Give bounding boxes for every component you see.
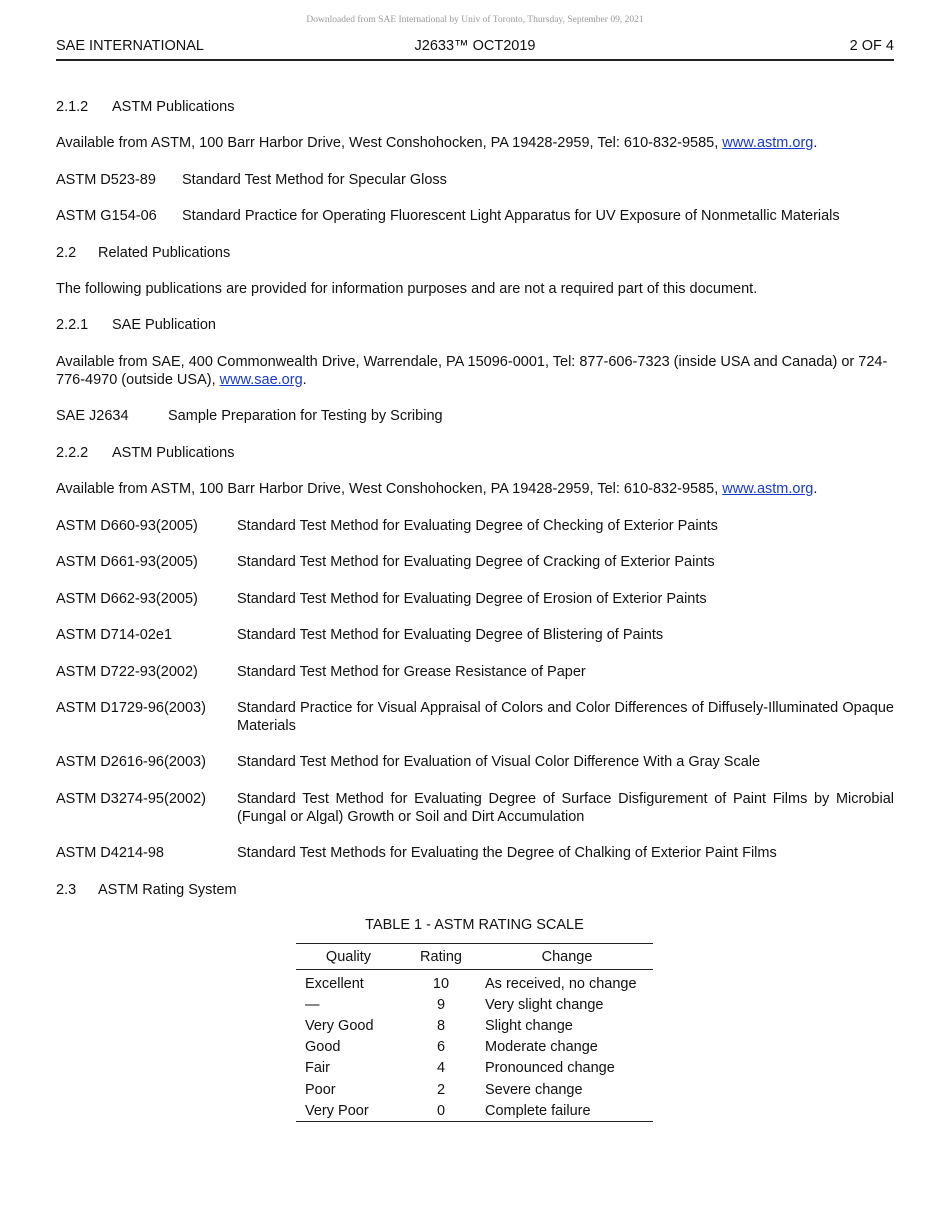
table-row — [296, 1037, 653, 1058]
section-title: SAE Publication — [112, 317, 216, 333]
availability-text: Available from ASTM, 100 Barr Harbor Drive, West Conshohocken, PA 19428-2959, Tel: 610-832-9585, — [56, 135, 723, 151]
reference-title: Standard Test Method for Evaluating Degree of Blistering of Paints — [237, 627, 664, 643]
download-watermark: Downloaded from SAE International by Univ of Toronto, Thursday, September 09, 2021 — [306, 15, 644, 25]
table-row — [296, 1015, 653, 1036]
quality-cell: Excellent — [305, 975, 364, 992]
reference-title: Sample Preparation for Testing by Scribing — [168, 408, 443, 424]
rating-cell: 0 — [436, 1102, 446, 1119]
reference-code: ASTM G154-06 — [56, 208, 157, 224]
reference-code: ASTM D2616-96(2003) — [56, 754, 206, 770]
change-cell: Complete failure — [485, 1102, 591, 1119]
change-cell: Slight change — [485, 1017, 573, 1034]
reference-code: SAE J2634 — [56, 408, 129, 424]
reference-title: Standard Practice for Operating Fluorescent Light Apparatus for UV Exposure of Nonmetallic Materials — [182, 208, 840, 224]
section-title: ASTM Publications — [112, 445, 235, 461]
table-row — [296, 1058, 653, 1079]
header-document-id: J2633™ OCT2019 — [414, 38, 536, 54]
table-caption: TABLE 1 - ASTM RATING SCALE — [365, 917, 584, 933]
section-number: 2.2.2 — [56, 445, 89, 461]
reference-code: ASTM D660-93(2005) — [56, 518, 198, 534]
change-cell: Pronounced change — [485, 1060, 615, 1077]
quality-cell: — — [305, 996, 320, 1013]
change-cell: Very slight change — [485, 996, 604, 1013]
page-header — [56, 38, 894, 61]
astm-availability-paragraph: Available from ASTM, 100 Barr Harbor Drive, West Conshohocken, PA 19428-2959, Tel: 610-832-9585, www.astm.org. — [56, 481, 818, 497]
section-heading-2-1-2 — [56, 98, 894, 116]
rating-cell: 4 — [436, 1060, 446, 1077]
reference-code: ASTM D661-93(2005) — [56, 554, 198, 570]
astm-rating-table — [296, 943, 653, 1122]
rating-cell: 2 — [436, 1081, 446, 1098]
section-number: 2.3 — [56, 882, 77, 898]
reference-title: Standard Test Method for Evaluating Degree of Cracking of Exterior Paints — [237, 554, 715, 570]
reference-title: Standard Test Method for Specular Gloss — [182, 172, 447, 188]
astm-website-link[interactable]: www.astm.org — [722, 481, 814, 497]
reference-title: Standard Test Method for Evaluating Degree of Checking of Exterior Paints — [237, 518, 718, 534]
table-row — [296, 1079, 653, 1100]
reference-code: ASTM D722-93(2002) — [56, 664, 198, 680]
table-header-row — [296, 944, 653, 970]
reference-title: Standard Practice for Visual Appraisal of Colors and Color Differences of Diffusely-Illuminated Opaque Materials — [237, 700, 894, 734]
header-publisher: SAE INTERNATIONAL — [56, 38, 204, 54]
astm-website-link[interactable]: www.astm.org — [722, 135, 814, 151]
reference-code: ASTM D714-02e1 — [56, 627, 173, 643]
quality-cell: Very Poor — [305, 1102, 369, 1119]
reference-title: Standard Test Method for Grease Resistance of Paper — [237, 664, 586, 680]
reference-code: ASTM D662-93(2005) — [56, 591, 198, 607]
reference-code: ASTM D4214-98 — [56, 845, 164, 861]
quality-cell: Poor — [305, 1081, 336, 1098]
table-row — [296, 970, 653, 995]
reference-title: Standard Test Method for Evaluating Degree of Erosion of Exterior Paints — [237, 591, 707, 607]
column-header-quality: Quality — [296, 944, 401, 970]
reference-title: Standard Test Method for Evaluating Degree of Surface Disfigurement of Paint Films by Microbial (Fungal or Algal) Growth or Soil and Dirt Accumulation — [237, 791, 894, 825]
sae-website-link[interactable]: www.sae.org — [219, 372, 303, 388]
reference-title: Standard Test Method for Evaluation of Visual Color Difference With a Gray Scale — [237, 754, 761, 770]
column-header-rating: Rating — [401, 944, 481, 970]
quality-cell: Fair — [305, 1060, 330, 1077]
section-title: ASTM Publications — [112, 99, 235, 115]
change-cell: Severe change — [485, 1081, 583, 1098]
section-number: 2.2 — [56, 245, 77, 261]
reference-code: ASTM D1729-96(2003) — [56, 700, 206, 716]
section-title: Related Publications — [98, 245, 231, 261]
table-row — [296, 1100, 653, 1122]
quality-cell: Very Good — [305, 1017, 374, 1034]
rating-cell: 6 — [436, 1039, 446, 1056]
section-heading-2-3 — [56, 881, 894, 899]
rating-cell: 9 — [436, 996, 446, 1013]
change-cell: Moderate change — [485, 1039, 598, 1056]
header-page-number: 2 OF 4 — [849, 38, 894, 54]
availability-text: Available from ASTM, 100 Barr Harbor Drive, West Conshohocken, PA 19428-2959, Tel: 610-832-9585, — [56, 481, 723, 497]
reference-title: Standard Test Methods for Evaluating the Degree of Chalking of Exterior Paint Films — [237, 845, 777, 861]
section-heading-2-2-1 — [56, 316, 894, 334]
section-title: ASTM Rating System — [98, 882, 237, 898]
section-number: 2.1.2 — [56, 99, 89, 115]
rating-cell: 10 — [432, 975, 450, 992]
change-cell: As received, no change — [485, 975, 637, 992]
availability-text: Available from SAE, 400 Commonwealth Drive, Warrendale, PA 15096-0001, Tel: 877-606-7323 (inside USA and Canada) or 724-776-4970 (outside USA), — [56, 354, 888, 388]
column-header-change: Change — [481, 944, 653, 970]
rating-cell: 8 — [436, 1017, 446, 1034]
related-publications-paragraph: The following publications are provided for information purposes and are not a required part of this document. — [56, 281, 758, 297]
table-row — [296, 994, 653, 1015]
reference-code: ASTM D3274-95(2002) — [56, 791, 206, 807]
quality-cell: Good — [305, 1039, 341, 1056]
section-heading-2-2-2 — [56, 444, 894, 462]
astm-availability-paragraph: Available from ASTM, 100 Barr Harbor Drive, West Conshohocken, PA 19428-2959, Tel: 610-832-9585, www.astm.org. — [56, 135, 818, 151]
reference-code: ASTM D523-89 — [56, 172, 156, 188]
sae-availability-paragraph: Available from SAE, 400 Commonwealth Drive, Warrendale, PA 15096-0001, Tel: 877-606-7323 (inside USA and Canada) or 724-776-4970 (outside USA), www.sae.org. — [56, 354, 888, 388]
section-number: 2.2.1 — [56, 317, 89, 333]
section-heading-2-2 — [56, 244, 894, 262]
